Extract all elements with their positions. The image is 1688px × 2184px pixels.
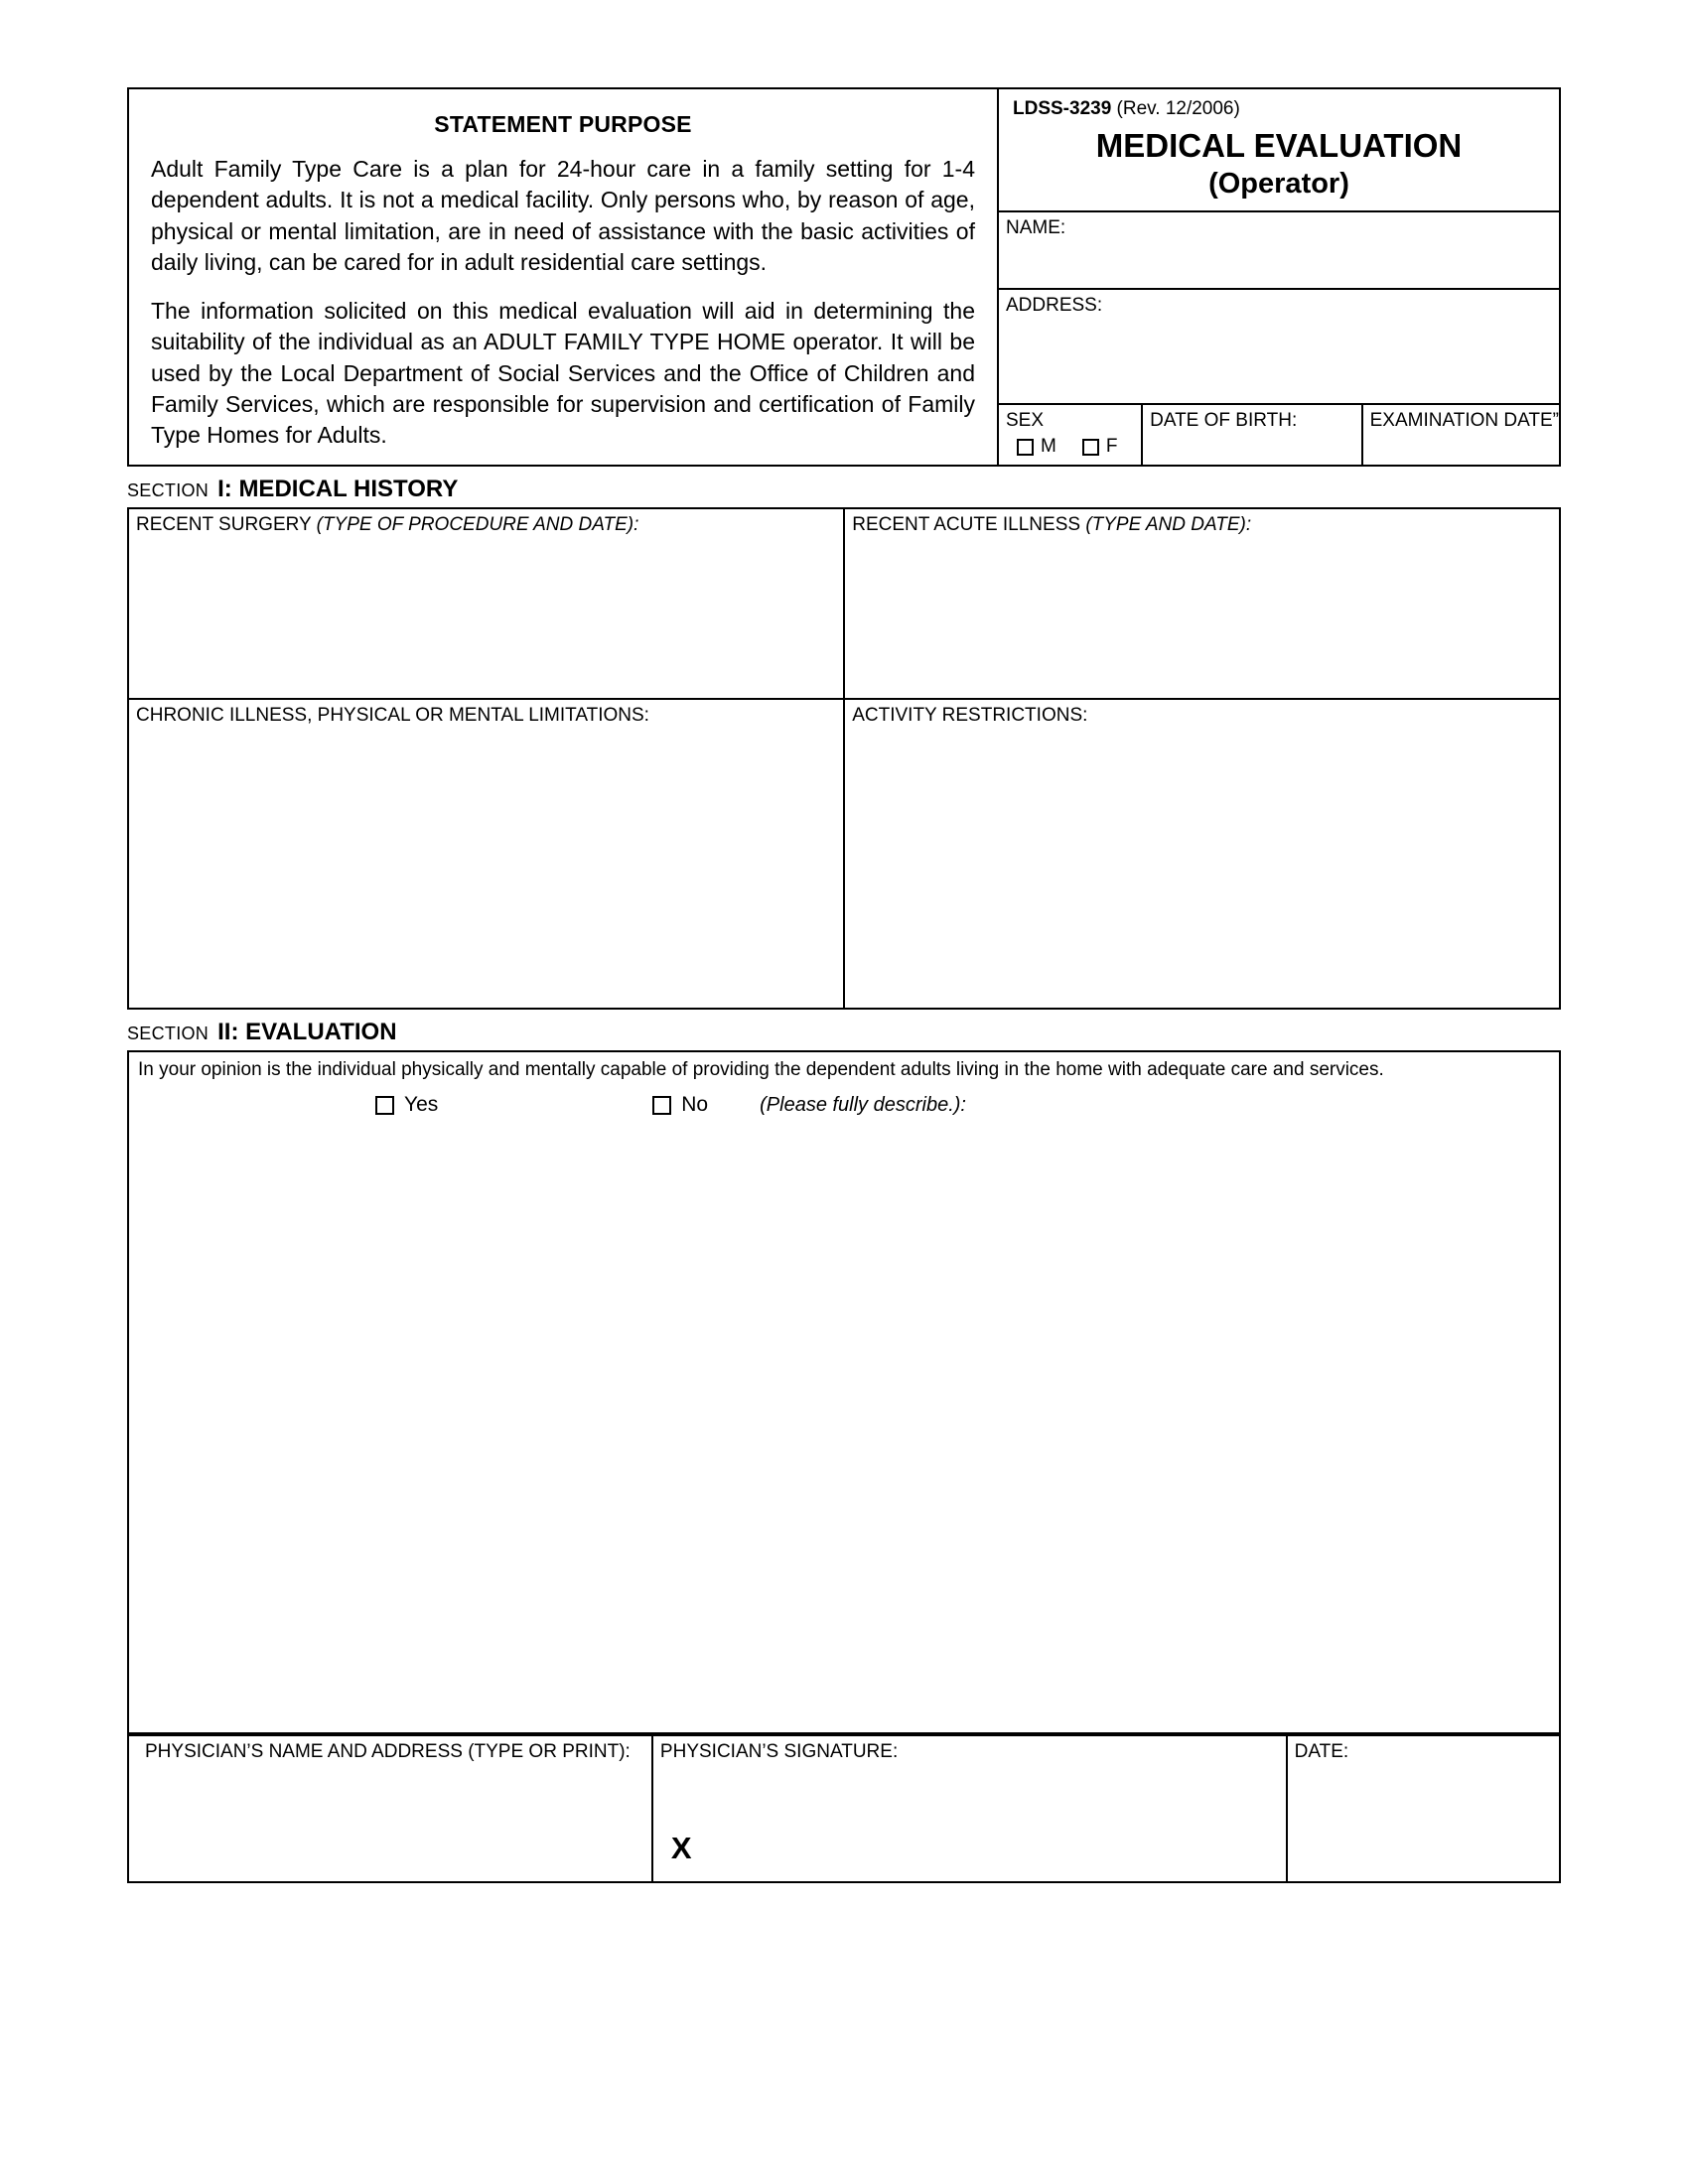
date-of-birth-field[interactable] xyxy=(1143,405,1363,465)
checkbox-icon[interactable] xyxy=(652,1096,671,1115)
sex-option-male[interactable] xyxy=(1017,436,1056,458)
physician-name-address-label: PHYSICIAN’S NAME AND ADDRESS (TYPE OR PRINT): xyxy=(145,1741,631,1763)
section-2-banner xyxy=(127,1010,1561,1050)
physician-name-address-value[interactable] xyxy=(129,1763,651,1768)
address-field[interactable] xyxy=(999,288,1559,404)
physician-signature-field[interactable] xyxy=(652,1735,1287,1882)
evaluation-option-yes[interactable] xyxy=(375,1093,438,1117)
examination-date-field[interactable] xyxy=(1363,405,1559,465)
signature-date-field[interactable] xyxy=(1287,1735,1560,1882)
activity-restrictions-value[interactable] xyxy=(845,727,1559,732)
table-row xyxy=(128,699,1560,1009)
medical-history-table xyxy=(127,507,1561,1010)
evaluation-option-no-label: No xyxy=(681,1093,709,1117)
examination-date-label: EXAMINATION DATE” xyxy=(1369,410,1559,432)
checkbox-icon[interactable] xyxy=(1017,439,1034,456)
date-of-birth-label: DATE OF BIRTH: xyxy=(1150,410,1298,432)
recent-surgery-field[interactable] xyxy=(128,508,844,699)
form-number-line xyxy=(999,89,1559,120)
table-row xyxy=(128,508,1560,699)
sex-field[interactable] xyxy=(999,405,1143,465)
checkbox-icon[interactable] xyxy=(375,1096,394,1115)
evaluation-describe-note: (Please fully describe.): xyxy=(760,1093,966,1116)
document-subtitle: (Operator) xyxy=(1208,167,1349,200)
evaluation-description-value[interactable] xyxy=(129,1117,1559,1122)
activity-restrictions-label: ACTIVITY RESTRICTIONS: xyxy=(852,705,1088,727)
section-1-word: SECTION xyxy=(127,480,210,501)
recent-acute-illness-label: RECENT ACUTE ILLNESS (TYPE AND DATE): xyxy=(852,514,1252,536)
evaluation-options xyxy=(129,1081,1559,1117)
signature-table xyxy=(127,1734,1561,1883)
signature-x-mark: X xyxy=(670,1831,692,1866)
recent-acute-illness-field[interactable] xyxy=(844,508,1560,699)
demographics-row xyxy=(999,403,1559,465)
form-number: LDSS-3239 xyxy=(1013,98,1112,119)
name-value[interactable] xyxy=(999,238,1559,243)
sex-label: SEX xyxy=(1006,410,1045,432)
recent-surgery-label: RECENT SURGERY (TYPE OF PROCEDURE AND DATE): xyxy=(136,514,639,536)
signature-date-value[interactable] xyxy=(1288,1763,1559,1768)
form-revision: (Rev. 12/2006) xyxy=(1111,98,1240,119)
table-row xyxy=(128,1735,1560,1882)
recent-surgery-value[interactable] xyxy=(129,536,843,541)
statement-purpose-paragraph-1: Adult Family Type Care is a plan for 24-hour care in a family setting for 1-4 dependent adults. It is not a medical facility. Only persons who, by reason of age, physical or mental limitation, are in need of assistance with the basic activities of daily living, can be cared for in adult residential care settings. xyxy=(151,156,975,275)
form-identification-block xyxy=(999,89,1559,465)
section-1-title: I: MEDICAL HISTORY xyxy=(217,476,459,503)
section-2-title: II: EVALUATION xyxy=(217,1019,397,1046)
recent-acute-illness-value[interactable] xyxy=(845,536,1559,541)
section-2-word: SECTION xyxy=(127,1024,210,1044)
evaluation-box xyxy=(127,1050,1561,1734)
date-of-birth-value[interactable] xyxy=(1143,432,1361,437)
checkbox-icon[interactable] xyxy=(1082,439,1099,456)
chronic-illness-label: CHRONIC ILLNESS, PHYSICAL OR MENTAL LIMITATIONS: xyxy=(136,705,649,727)
sex-option-female[interactable] xyxy=(1082,436,1118,458)
document-title: MEDICAL EVALUATION xyxy=(1095,127,1463,164)
form-header xyxy=(127,87,1561,467)
section-1-banner xyxy=(127,467,1561,507)
evaluation-option-no[interactable] xyxy=(652,1093,708,1117)
activity-restrictions-field[interactable] xyxy=(844,699,1560,1009)
physician-signature-label: PHYSICIAN’S SIGNATURE: xyxy=(659,1741,899,1763)
evaluation-option-yes-label: Yes xyxy=(404,1093,439,1117)
name-field[interactable] xyxy=(999,210,1559,288)
sex-option-female-label: F xyxy=(1105,436,1118,458)
address-value[interactable] xyxy=(999,316,1559,321)
statement-purpose-block xyxy=(129,89,999,465)
evaluation-description-area[interactable] xyxy=(129,1117,1559,1732)
name-label: NAME: xyxy=(1006,216,1066,238)
statement-purpose-heading: STATEMENT PURPOSE xyxy=(434,111,692,137)
physician-name-address-field[interactable] xyxy=(128,1735,652,1882)
address-label: ADDRESS: xyxy=(1006,294,1103,316)
sex-option-male-label: M xyxy=(1041,436,1056,458)
chronic-illness-value[interactable] xyxy=(129,727,843,732)
signature-date-label: DATE: xyxy=(1294,1741,1349,1763)
examination-date-value[interactable] xyxy=(1363,432,1559,437)
evaluation-question: In your opinion is the individual physically and mentally capable of providing the dependent adults living in the home with adequate care and services. xyxy=(138,1059,1384,1081)
statement-purpose-paragraph-2: The information solicited on this medical evaluation will aid in determining the suitability of the individual as an ADULT FAMILY TYPE HOME operator. It will be used by the Local Department of Social Services and the Office of Children and Family Services, which are responsible for supervision and certification of Family Type Homes for Adults. xyxy=(151,298,975,449)
chronic-illness-field[interactable] xyxy=(128,699,844,1009)
